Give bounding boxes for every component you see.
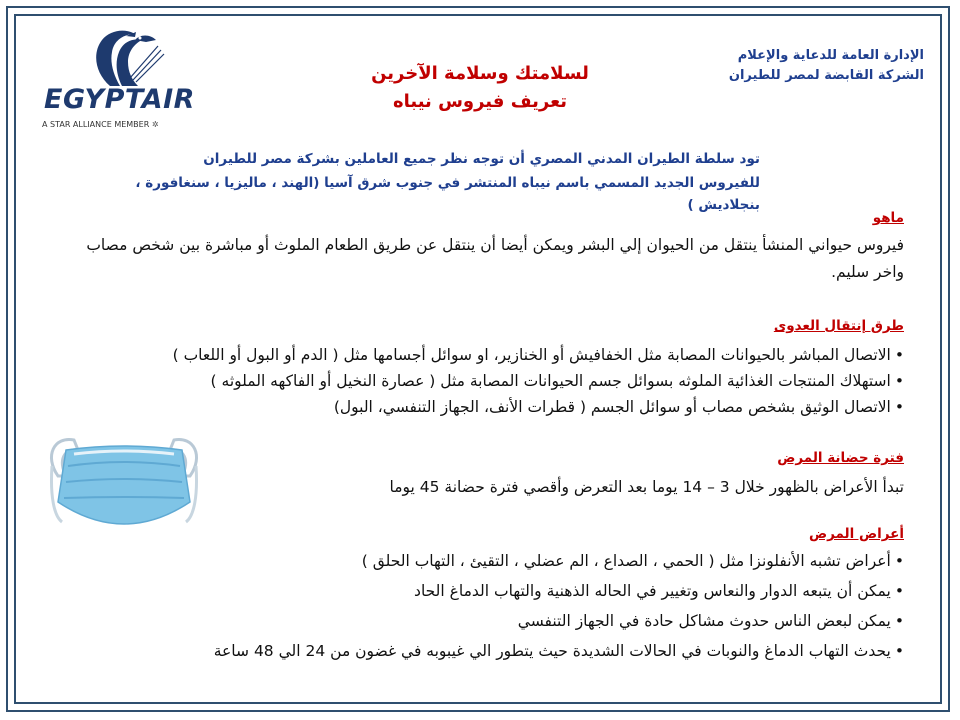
- section-transmission-heading: طرق إنتقال العدوى: [773, 318, 904, 334]
- intro-line-2: للفيروس الجديد المسمي باسم نيباه المنتشر في جنوب شرق آسيا (الهند ، ماليزيا ، سنغافورة ، بنجلاديش ): [135, 175, 760, 213]
- section-incubation-text: تبدأ الأعراض بالظهور خلال 3 – 14 يوما بعد التعرض وأقصي فترة حضانة 45 يوما: [389, 478, 904, 496]
- egyptair-logo: [40, 28, 200, 138]
- symptom-item: [414, 578, 904, 604]
- intro-line-1: تود سلطة الطيران المدني المصري أن توجه نظر جميع العاملين بشركة مصر للطيران: [203, 151, 760, 167]
- bullet-dot-icon: •: [894, 346, 904, 364]
- bullet-dot-icon: •: [894, 642, 904, 660]
- transmission-item: [334, 394, 904, 420]
- transmission-item-text: استهلاك المنتجات الغذائية الملوثه بسوائل جسم الحيوانات المصابة مثل ( عصارة النخيل أو الفاكهه الملوثه ): [210, 372, 891, 390]
- symptom-item-text: يحدث التهاب الدماغ والنوبات في الحالات الشديدة حيث يتطور الي غيبوبه في غضون من 24 الي 48 ساعة: [213, 642, 891, 660]
- logo-wordmark: EGYPTAIR: [44, 84, 195, 115]
- title-line-1: لسلامتك وسلامة الآخرين: [371, 63, 589, 84]
- symptom-item-text: أعراض تشبه الأنفلونزا مثل ( الحمي ، الصداع ، الم عضلي ، التقيئ ، التهاب الحلق ): [361, 552, 891, 570]
- transmission-item: [173, 342, 904, 368]
- symptom-item: [214, 638, 904, 664]
- face-mask-illustration: [44, 436, 204, 556]
- transmission-item: [211, 368, 904, 394]
- bullet-dot-icon: •: [894, 398, 904, 416]
- symptom-item: [518, 608, 904, 634]
- egyptair-horus-logo-icon: [40, 28, 200, 88]
- bullet-dot-icon: •: [894, 552, 904, 570]
- symptom-item-text: يمكن أن يتبعه الدوار والنعاس وتغيير في الحاله الذهنية والتهاب الدماغ الحاد: [414, 582, 891, 600]
- org-line-1: الإدارة العامة للدعاية والإعلام: [737, 48, 924, 63]
- section-incubation-heading: فترة حضانة المرض: [777, 450, 904, 466]
- title-line-2: تعريف فيروس نيباه: [392, 91, 568, 112]
- organization-block: [664, 46, 924, 86]
- star-alliance-icon: ✲: [151, 120, 159, 129]
- symptom-item-text: يمكن لبعض الناس حدوث مشاكل حادة في الجهاز التنفسي: [517, 612, 891, 630]
- transmission-item-text: الاتصال الوثيق بشخص مصاب أو سوائل الجسم ( قطرات الأنف، الجهاز التنفسي، البول): [333, 398, 891, 416]
- logo-tagline-text: A STAR ALLIANCE MEMBER: [42, 120, 150, 129]
- logo-tagline: [42, 120, 159, 129]
- bullet-dot-icon: •: [894, 612, 904, 630]
- section-symptoms-heading: أعراض المرض: [808, 526, 904, 542]
- section-what-text: فيروس حيواني المنشأ ينتقل من الحيوان إلي البشر ويمكن أيضا أن ينتقل عن طريق الطعام الملوث أو مباشرة بين شخص مصاب واخر سليم.: [86, 236, 904, 281]
- transmission-item-text: الاتصال المباشر بالحيوانات المصابة مثل الخفافيش أو الخنازير، او سوائل أجسامها مثل ( الدم أو البول أو اللعاب ): [172, 346, 891, 364]
- title-block: [330, 60, 630, 116]
- section-what-heading: ماهو: [872, 210, 904, 226]
- bullet-dot-icon: •: [894, 372, 904, 390]
- face-mask-icon: [44, 436, 204, 556]
- org-line-2: الشركة القابضة لمصر للطيران: [728, 68, 924, 83]
- bullet-dot-icon: •: [894, 582, 904, 600]
- symptom-item: [362, 548, 904, 574]
